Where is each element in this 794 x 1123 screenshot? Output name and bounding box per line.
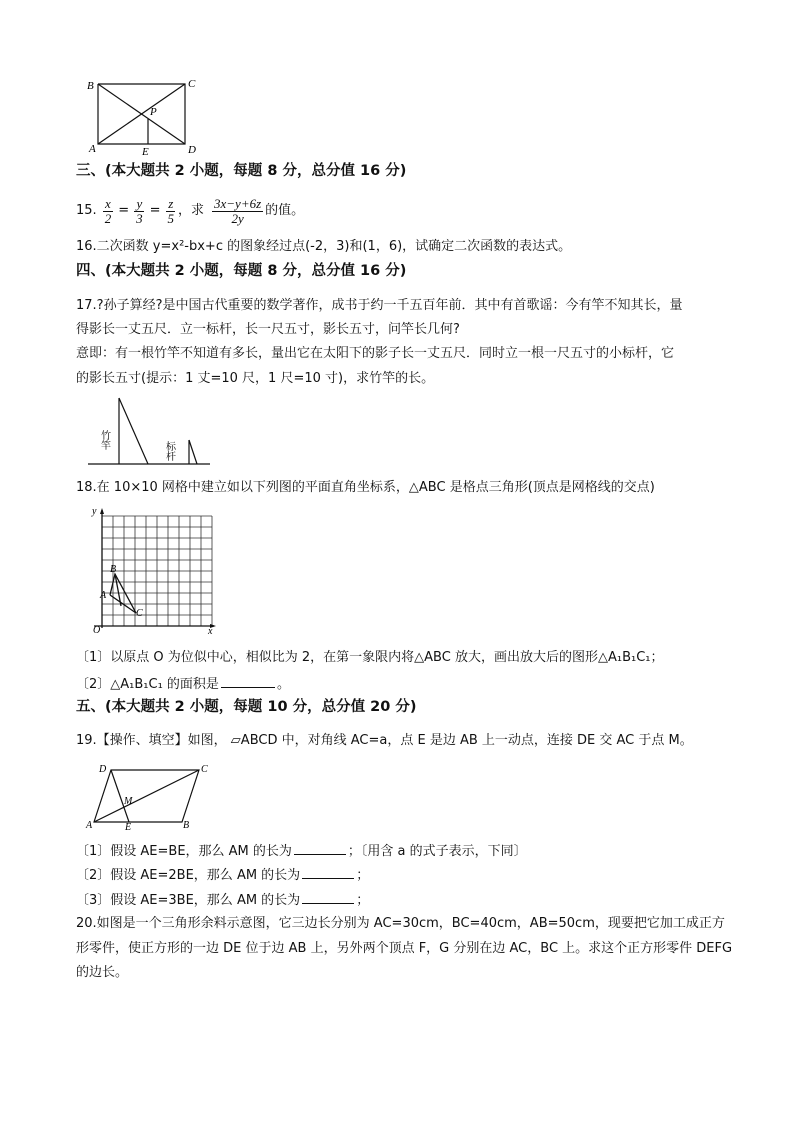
q15-number: 15. [76, 203, 97, 218]
q19-part-2-text: 〔2〕假设 AE=2BE，那么 AM 的长为 [76, 868, 301, 883]
q20-line-3: 的边长。 [76, 965, 129, 980]
label-C: C [188, 78, 196, 90]
frac-num: y [136, 195, 143, 211]
section-4-title: 四、(本大题共 2 小题，每题 8 分，总分值 16 分) [76, 263, 407, 279]
equals-sign: = [149, 203, 161, 218]
vertex-B-label: B [110, 564, 117, 575]
q17-line-4: 的影长五寸(提示：1 丈=10 尺，1 尺=10 寸)，求竹竿的长。 [76, 371, 435, 386]
fraction-y-3 [134, 197, 145, 226]
frac-num: 3x−y+6z [214, 195, 262, 211]
q19-part-3-end: ； [356, 893, 370, 908]
grid-figure [90, 506, 218, 634]
q19-part-1 [76, 841, 527, 861]
q19-part-2-end: ； [356, 868, 370, 883]
rod-label [164, 440, 176, 462]
section-5-title: 五、(本大题共 2 小题，每题 10 分，总分值 20 分) [76, 699, 417, 715]
answer-blank[interactable] [221, 674, 275, 688]
q18-part-2-end: 。 [276, 677, 290, 692]
label-D: D [188, 144, 196, 156]
q17-line-2: 得影长一丈五尺．立一标杆，长一尺五寸，影长五寸，问竿长几何? [76, 322, 460, 337]
label-B: B [87, 80, 94, 92]
q19-part-3 [76, 890, 369, 910]
question-18: 18.在 10×10 网格中建立如以下列图的平面直角坐标系，△ABC 是格点三角形(顶点是网格线的交点) [76, 480, 655, 495]
label-A: A [86, 820, 93, 831]
q18-part-1: 〔1〕以原点 O 为位似中心，相似比为 2，在第一象限内将△ABC 放大，画出放大后的图形△A₁B₁C₁； [76, 650, 664, 665]
equals-sign: = [118, 203, 130, 218]
q17-line-3: 意即：有一根竹竿不知道有多长，量出它在太阳下的影子长一丈五尺．同时立一根一尺五寸的小标杆，它 [76, 346, 675, 361]
label-D: D [99, 764, 107, 775]
frac-den: 2 [104, 210, 112, 226]
rectangle-figure [82, 74, 212, 156]
label-P: P [150, 106, 157, 118]
q15-tail: 的值。 [265, 203, 305, 218]
rod-text: 标杆 [163, 441, 175, 461]
question-19: 19.【操作、填空】如图， ▱ABCD 中，对角线 AC=a，点 E 是边 AB 上一动点，连接 DE 交 AC 于点 M。 [76, 733, 693, 748]
q19-part-3-text: 〔3〕假设 AE=3BE，那么 AM 的长为 [76, 893, 301, 908]
answer-blank[interactable] [302, 865, 354, 879]
frac-den: 2y [231, 210, 244, 226]
parallelogram-figure [84, 760, 214, 832]
fraction-x-2 [103, 197, 114, 226]
q20-line-1: 20.如图是一个三角形余料示意图，它三边长分别为 AC=30cm，BC=40cm，AB=50cm，现要把它加工成正方 [76, 916, 725, 931]
vertex-C-label: C [136, 608, 143, 619]
question-16: 16.二次函数 y=x²-bx+c 的图象经过点(-2，3)和(1，6)，试确定二次函数的表达式。 [76, 239, 572, 254]
answer-blank[interactable] [294, 841, 346, 855]
axis-y-label: y [92, 506, 97, 517]
label-M: M [124, 796, 133, 807]
q20-line-2: 形零件，使正方形的一边 DE 位于边 AB 上，另外两个顶点 F，G 分别在边 AC，BC 上。求这个正方形零件 DEFG [76, 941, 733, 956]
q18-part-2-text: 〔2〕△A₁B₁C₁ 的面积是 [76, 677, 219, 692]
grid-lines [102, 516, 212, 626]
frac-den: 5 [167, 210, 174, 226]
frac-num: x [105, 195, 111, 211]
answer-blank[interactable] [302, 890, 354, 904]
q19-part-1-end: ；〔用含 a 的式子表示，下同〕 [347, 844, 527, 859]
label-A: A [89, 143, 96, 155]
frac-den: 3 [136, 210, 143, 226]
pole-label [99, 429, 111, 450]
section-3-title: 三、(本大题共 2 小题，每题 8 分，总分值 16 分) [76, 163, 407, 179]
origin-label: O [93, 625, 101, 634]
fraction-expression [212, 197, 263, 226]
label-C: C [201, 764, 208, 775]
question-15 [76, 193, 304, 229]
label-E: E [142, 146, 149, 156]
pole-text: 竹竿 [98, 430, 110, 450]
axis-x-label: x [208, 626, 213, 634]
q19-part-1-text: 〔1〕假设 AE=BE，那么 AM 的长为 [76, 844, 292, 859]
vertex-A-label: A [100, 590, 107, 601]
fraction-z-5 [166, 197, 177, 226]
q15-ask: ，求 [178, 203, 205, 218]
q19-part-2 [76, 865, 369, 885]
q18-part-2 [76, 674, 290, 694]
label-E: E [125, 822, 132, 832]
q17-line-1: 17.?孙子算经?是中国古代重要的数学著作，成书于约一千五百年前．其中有首歌谣：今有竿不知其长，量 [76, 298, 683, 313]
label-B: B [183, 820, 190, 831]
shadow-figure [86, 394, 212, 468]
frac-num: z [168, 195, 174, 211]
